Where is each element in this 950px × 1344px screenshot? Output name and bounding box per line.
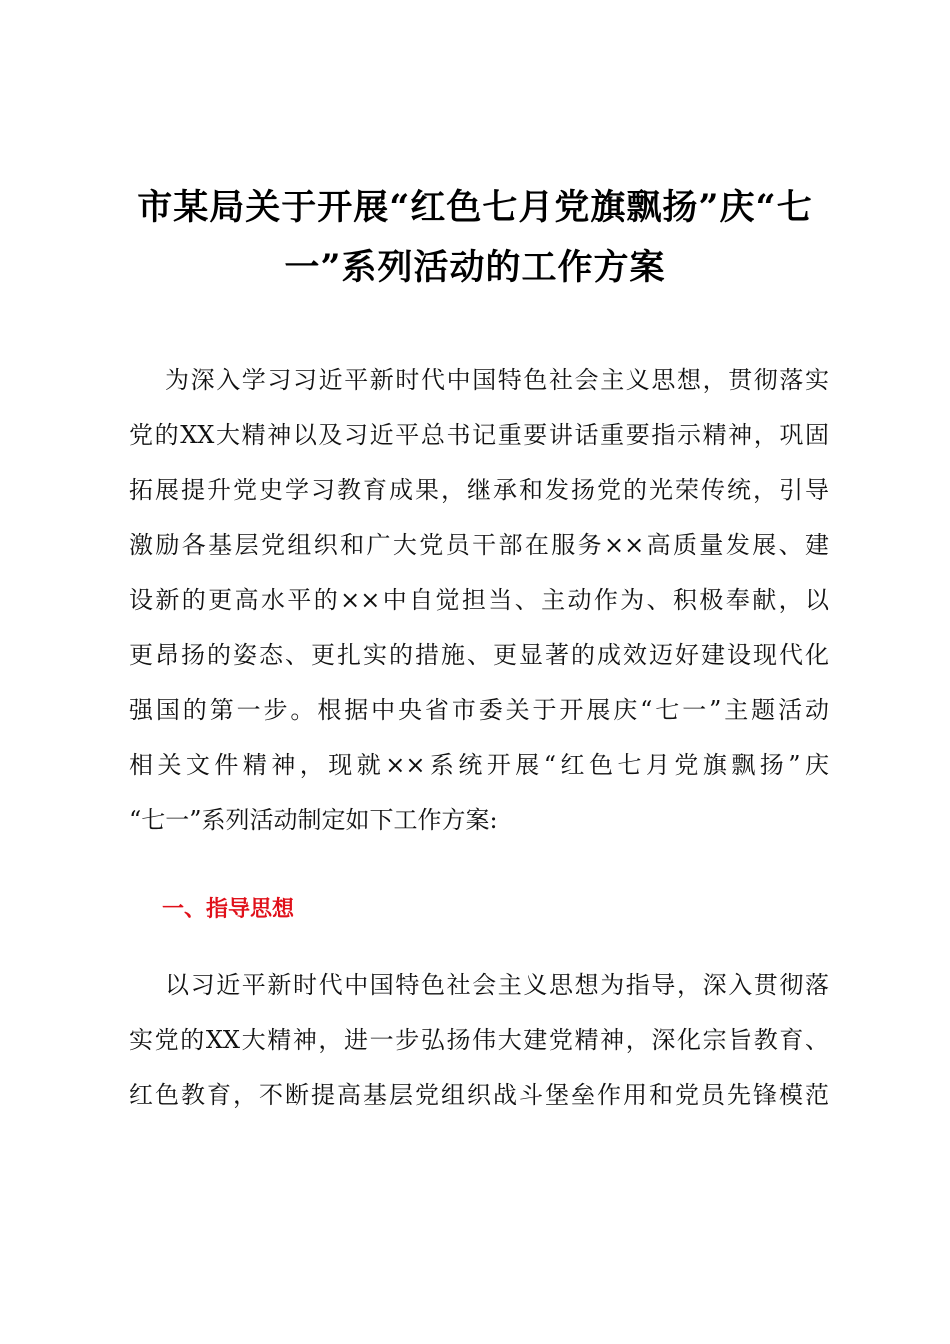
intro-line: 拓展提升党史学习教育成果，继承和发扬党的光荣传统，引导 bbox=[129, 476, 829, 504]
intro-paragraph bbox=[129, 353, 829, 848]
intro-line: 为深入学习习近平新时代中国特色社会主义思想，贯彻落实 bbox=[165, 366, 829, 394]
section-line: 以习近平新时代中国特色社会主义思想为指导，深入贯彻落 bbox=[165, 971, 829, 999]
section-line: 实党的XX大精神，进一步弘扬伟大建党精神，深化宗旨教育、 bbox=[129, 1026, 829, 1054]
intro-line: 激励各基层党组织和广大党员干部在服务××高质量发展、建 bbox=[129, 531, 829, 559]
guiding-ideology-paragraph bbox=[129, 958, 829, 1123]
intro-line: 更昂扬的姿态、更扎实的措施、更显著的成效迈好建设现代化 bbox=[129, 641, 829, 669]
document-title bbox=[100, 178, 850, 298]
intro-line: “七一”系列活动制定如下工作方案: bbox=[129, 806, 498, 834]
section-line: 红色教育，不断提高基层党组织战斗堡垒作用和党员先锋模范 bbox=[129, 1081, 829, 1109]
intro-line: 党的XX大精神以及习近平总书记重要讲话重要指示精神，巩固 bbox=[129, 421, 829, 449]
title-line-2: 一”系列活动的工作方案 bbox=[284, 247, 666, 288]
section-heading-guiding-ideology: 一、指导思想 bbox=[162, 897, 295, 922]
title-line-1: 市某局关于开展“红色七月党旗飘扬”庆“七 bbox=[137, 187, 813, 228]
intro-line: 强国的第一步。根据中央省市委关于开展庆“七一”主题活动 bbox=[129, 696, 829, 724]
intro-line: 相关文件精神，现就××系统开展“红色七月党旗飘扬”庆 bbox=[129, 751, 829, 779]
intro-line: 设新的更高水平的××中自觉担当、主动作为、积极奉献，以 bbox=[129, 586, 829, 614]
